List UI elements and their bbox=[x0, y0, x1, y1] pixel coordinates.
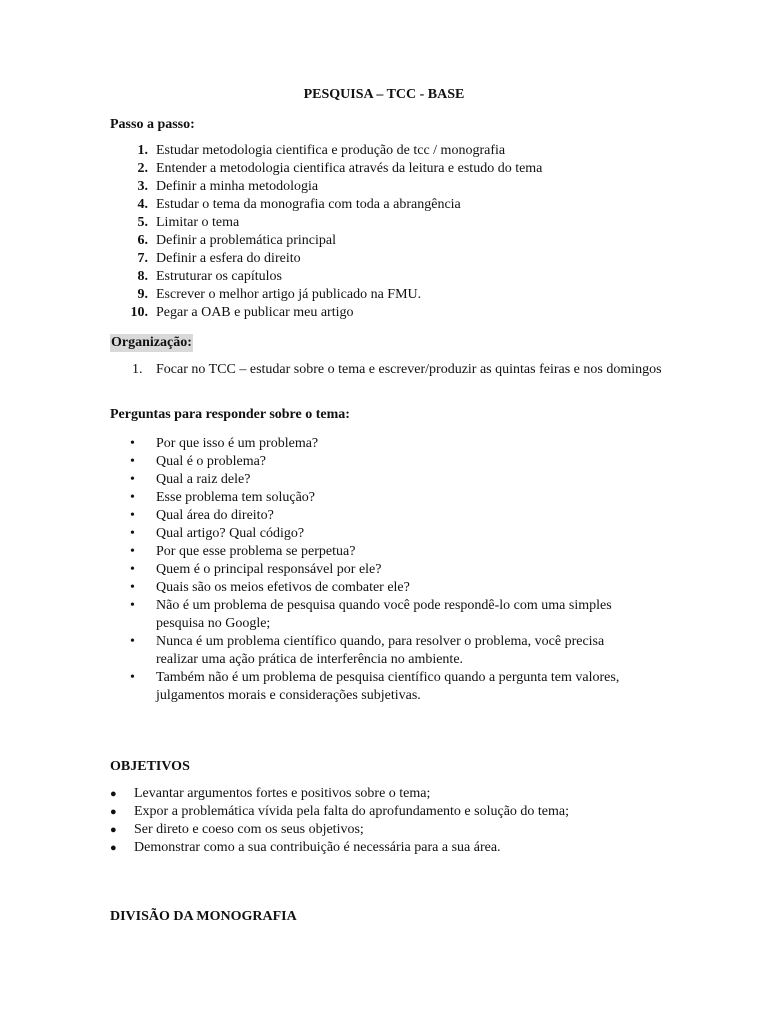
list-item: 1. Estudar metodologia cientifica e produção de tcc / monografia bbox=[137, 143, 506, 158]
list-item: • Quem é o principal responsável por ele? bbox=[130, 562, 382, 577]
list-item: • Qual artigo? Qual código? bbox=[130, 526, 305, 541]
list-item: 2. Entender a metodologia cientifica através da leitura e estudo do tema bbox=[137, 161, 543, 176]
list-item: 7. Definir a esfera do direito bbox=[137, 251, 301, 266]
list-item: • Qual a raiz dele? bbox=[130, 472, 251, 487]
perguntas-heading: Perguntas para responder sobre o tema: bbox=[110, 407, 350, 422]
document-title: PESQUISA – TCC - BASE bbox=[303, 87, 465, 102]
objetivos-heading: OBJETIVOS bbox=[110, 759, 190, 774]
list-item: • Nunca é um problema científico quando, para resolver o problema, você precisa realizar uma ação prática de interferência no ambiente. bbox=[130, 634, 605, 667]
list-item: • Qual é o problema? bbox=[130, 454, 267, 469]
passo-heading: Passo a passo: bbox=[110, 117, 195, 132]
list-item: 5. Limitar o tema bbox=[137, 215, 240, 230]
list-item: ● Ser direto e coeso com os seus objetivos; bbox=[110, 822, 364, 837]
passo-list bbox=[110, 142, 670, 322]
divisao-heading: DIVISÃO DA MONOGRAFIA bbox=[110, 909, 297, 924]
perguntas-list bbox=[110, 435, 670, 705]
list-item: • Não é um problema de pesquisa quando você pode respondê-lo com uma simples pesquisa no Google; bbox=[130, 598, 612, 631]
list-item: • Por que esse problema se perpetua? bbox=[130, 544, 356, 559]
list-item: • Também não é um problema de pesquisa científico quando a pergunta tem valores, julgamentos morais e considerações subjetivas. bbox=[130, 670, 620, 703]
organizacao-list bbox=[110, 361, 670, 379]
list-item: 8. Estruturar os capítulos bbox=[137, 269, 282, 284]
list-item: ● Demonstrar como a sua contribuição é necessária para a sua área. bbox=[110, 840, 501, 855]
list-item: 4. Estudar o tema da monografia com toda a abrangência bbox=[137, 197, 461, 212]
list-item: 10. Pegar a OAB e publicar meu artigo bbox=[130, 305, 354, 320]
list-item: 6. Definir a problemática principal bbox=[137, 233, 336, 248]
list-item: ● Levantar argumentos fortes e positivos sobre o tema; bbox=[110, 786, 431, 801]
list-item: 3. Definir a minha metodologia bbox=[137, 179, 319, 194]
list-item: 1. Focar no TCC – estudar sobre o tema e escrever/produzir as quintas feiras e nos domingos bbox=[132, 362, 662, 377]
list-item: • Qual área do direito? bbox=[130, 508, 274, 523]
list-item: 9. Escrever o melhor artigo já publicado na FMU. bbox=[137, 287, 422, 302]
list-item: ● Expor a problemática vívida pela falta do aprofundamento e solução do tema; bbox=[110, 804, 570, 819]
list-item: • Por que isso é um problema? bbox=[130, 436, 319, 451]
list-item: • Quais são os meios efetivos de combater ele? bbox=[130, 580, 410, 595]
list-item: • Esse problema tem solução? bbox=[130, 490, 316, 505]
organizacao-heading: Organização: bbox=[111, 335, 192, 350]
objetivos-list bbox=[110, 785, 670, 857]
